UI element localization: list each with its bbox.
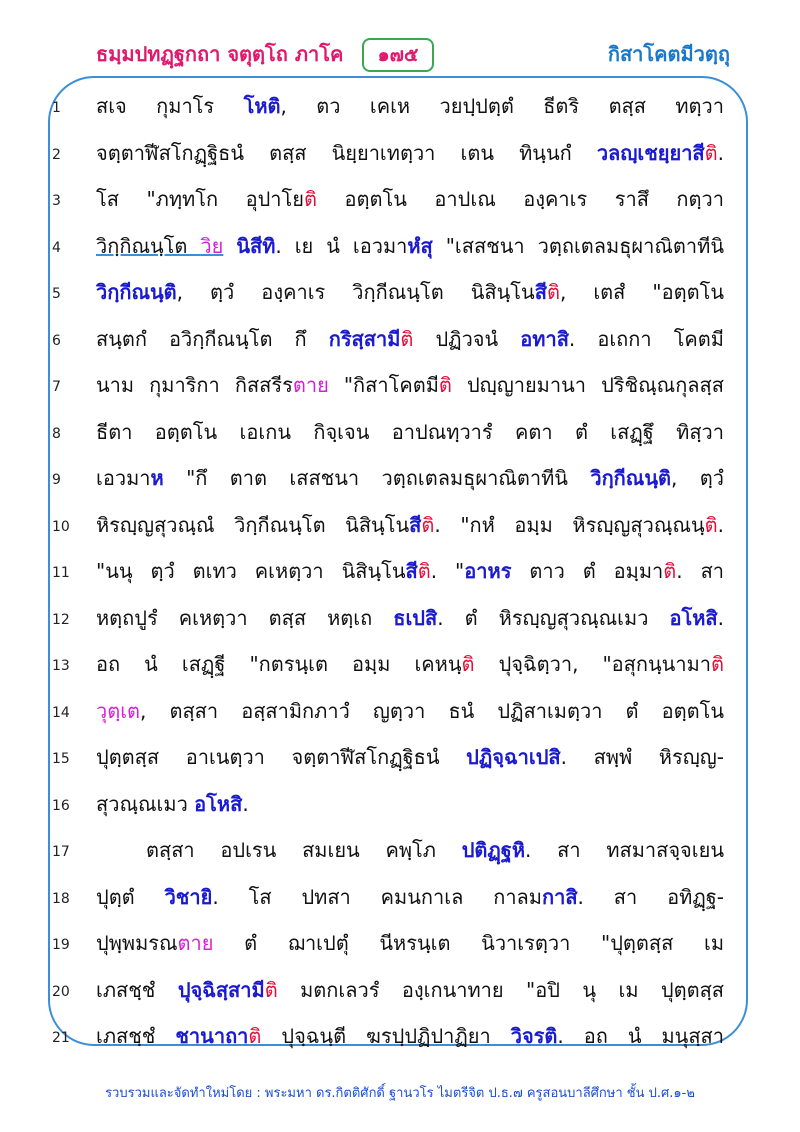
text-segment: อโหสิ (669, 605, 718, 630)
text-segment: เภสชฺชํ (96, 1024, 176, 1048)
line-number: 10 (52, 518, 70, 535)
text-segment: ปุตฺตํ (96, 884, 165, 909)
text-segment (223, 234, 236, 258)
line-number: 15 (52, 751, 70, 767)
text-segment: . (717, 140, 724, 165)
text-line (0, 179, 800, 219)
text-segment: . สพฺพํ หิรญฺญ- (560, 745, 724, 769)
line-number: 5 (52, 286, 61, 302)
text-segment: วิกฺกีณนฺติ (96, 280, 177, 304)
text-line (0, 598, 800, 638)
text-segment: สุวณฺณเมว (96, 791, 195, 816)
line-text (96, 881, 724, 913)
text-segment: วุตฺเต (96, 698, 141, 723)
text-segment: "กิสาโคตมี (328, 373, 439, 397)
line-text (96, 90, 724, 122)
text-segment: . ตํ หิรญฺญสุวณฺณเมว (437, 605, 670, 630)
text-segment: ห (150, 466, 164, 490)
text-segment: สี (405, 559, 418, 583)
line-text (96, 555, 724, 587)
text-segment: ตสฺสา อปเรน สมเยน คพฺโภ (146, 838, 462, 862)
line-number: 4 (52, 239, 61, 256)
line-text (96, 927, 724, 959)
text-segment: อาหร (464, 559, 512, 583)
text-line (0, 644, 800, 684)
text-segment: หิรญฺญสุวณฺณํ วิกฺกีณนฺโต นิสินฺโน (96, 512, 410, 537)
text-segment: ตาว ตํ อมฺมา (511, 559, 664, 583)
text-line (0, 226, 800, 266)
text-segment: กาสิ (542, 884, 578, 909)
line-text (96, 323, 724, 355)
text-segment: . " (430, 559, 465, 583)
line-number: 17 (52, 844, 70, 860)
line-number: 2 (52, 146, 61, 163)
text-segment: ชานาถา (175, 1024, 249, 1048)
text-segment: , ตฺวํ องฺคาเร วิกฺกีณนฺโต นิสินฺโน (176, 280, 535, 304)
text-segment: ธเปสิ (393, 605, 438, 630)
text-segment: ธีตา อตฺตโน เอเกน กิจฺเจน อาปณทฺวารํ คตา ตํ เสฏฺฐึ ทิสฺวา (96, 419, 724, 444)
text-segment: โหติ (243, 94, 281, 118)
line-text (96, 462, 724, 494)
text-segment: ติ (438, 373, 452, 397)
text-segment: นิสีทิ (236, 233, 276, 258)
text-segment: วลญฺเชยฺยาสี (596, 140, 705, 165)
text-segment: . (242, 791, 249, 816)
text-segment: สี (534, 280, 547, 304)
text-segment: อโหสิ (194, 791, 243, 816)
text-segment: "กึ ตาต เสสชนา วตฺถเตลมธุผาณิตาทีนิ (163, 466, 591, 490)
text-line (0, 505, 800, 545)
text-segment: ปญฺญายมานา ปริชิณฺณกุลสฺส (451, 373, 724, 397)
text-segment: ปุจฺฉิสฺสามี (177, 977, 265, 1002)
text-line (0, 691, 800, 731)
line-text (146, 834, 724, 866)
line-text (96, 369, 724, 401)
text-segment: ติ (417, 559, 431, 583)
text-segment: , ตว เคเห วยปฺปตฺตํ ธีตริ ตสฺส ทตฺวา (280, 94, 725, 118)
line-number: 13 (52, 658, 70, 674)
line-text (96, 741, 724, 773)
text-segment: , ตสฺสา อสฺสามิกภาวํ ญตฺวา ธนํ ปฏิสาเมตฺวา ตํ อตฺตโน (140, 698, 724, 723)
text-segment: ติ (248, 1024, 262, 1048)
text-segment: มตกเลวรํ องฺเกนาทาย "อปิ นุ เม ปุตฺตสฺส (277, 977, 725, 1002)
text-segment: . เย นํ เอวมา (275, 233, 408, 258)
text-segment: ปุพฺพมรณ (96, 931, 178, 955)
text-segment: ปติฏฺฐหิ (461, 838, 526, 862)
text-segment: นาม กุมาริกา กิสสรีร (96, 373, 293, 397)
page-number-box: ๑๗๕ (362, 38, 434, 72)
text-segment: สเจ กุมาโร (96, 94, 244, 118)
text-segment: อถ นํ เสฏฺฐี "กตรนฺเต อมฺม เคหนฺ (96, 652, 462, 676)
text-line (0, 86, 800, 126)
text-segment: ปุจฺฉิตฺวา, "อสุกนฺนามา (474, 652, 711, 676)
text-segment: ปฏิจฺฉาเปสิ (466, 745, 561, 769)
text-segment: เภสชฺชํ (96, 977, 178, 1002)
line-text (96, 695, 724, 727)
text-segment: ติ (663, 559, 677, 583)
text-segment: วิย (200, 233, 224, 258)
text-segment: . สา อทิฏฺฐ- (577, 884, 725, 909)
text-line (0, 830, 800, 870)
line-number: 1 (52, 100, 61, 116)
text-segment: , ตฺวํ (671, 466, 724, 490)
line-number: 19 (52, 937, 70, 953)
text-segment: อตฺตโน อาปเณ องฺคาเร ราสึ กตฺวา (316, 187, 724, 211)
text-segment: ปฏิวจนํ (413, 326, 521, 351)
text-segment: กริสฺสามี (328, 326, 401, 351)
text-segment: ติ (711, 652, 724, 676)
text-line (0, 923, 800, 963)
header-left-title: ธมฺมปทฏฺฐกถา จตุตฺโถ ภาโค (96, 42, 344, 66)
line-number: 18 (52, 890, 70, 907)
line-text (96, 416, 724, 448)
text-segment: . (717, 605, 724, 630)
line-text (96, 230, 724, 262)
line-number: 7 (52, 379, 61, 395)
text-line (0, 737, 800, 777)
text-line (0, 551, 800, 591)
text-segment: . อถ นํ มนุสฺสา (557, 1024, 724, 1048)
text-segment: ติ (704, 512, 718, 537)
text-segment: ติ (303, 187, 317, 211)
line-number: 3 (52, 193, 61, 209)
text-segment: . สา ทสมาสจฺจเยน (525, 838, 724, 862)
text-line (0, 412, 800, 452)
text-line (0, 877, 800, 917)
text-segment: . อเถกา โคตมี (568, 326, 724, 351)
text-line (0, 970, 800, 1010)
text-line (0, 272, 800, 312)
line-number: 11 (52, 565, 70, 581)
text-segment: ติ (400, 326, 414, 351)
line-text (96, 788, 724, 820)
text-segment: . (717, 512, 724, 537)
text-segment: ตาย (292, 373, 329, 397)
line-text (96, 648, 724, 680)
line-text (96, 602, 724, 634)
text-line (0, 133, 800, 173)
text-segment: วิจรติ (510, 1024, 558, 1048)
text-segment: เอวมา (96, 466, 151, 490)
line-text (96, 974, 724, 1006)
text-segment: วิกฺกีณนฺติ (590, 466, 672, 490)
line-text (96, 509, 724, 541)
text-segment: . สา (676, 559, 725, 583)
text-segment: . "กหํ อมฺม หิรญฺญสุวณฺณนฺ (434, 512, 705, 537)
text-segment: ติ (704, 140, 718, 165)
text-segment: วิชายิ (164, 884, 213, 909)
text-segment: ตาย (177, 931, 214, 955)
text-segment: ปุตฺตสฺส อาเนตฺวา จตฺตาฬีสโกฏฺฐิธนํ (96, 745, 467, 769)
text-segment: ตํ ฌาเปตุํ นีหรนฺเต นิวาเรตฺวา "ปุตฺตสฺส เม (213, 931, 724, 955)
line-number: 16 (52, 797, 70, 814)
line-number: 6 (52, 332, 61, 349)
text-segment: โส "ภทฺทโก อุปาโย (96, 187, 304, 211)
footer-credit: รวบรวมและจัดทำใหม่โดย : พระมหา ดร.กิตติศักดิ์ ฐานวโร ไมตรีจิต ป.ธ.๗ ครูสอนบาลีศึกษา ชั้น ป.ศ.๑-๒ (105, 1086, 695, 1101)
line-number: 12 (52, 611, 70, 628)
text-segment: "เสสชนา วตฺถเตลมธุผาณิตาทีนิ (432, 233, 725, 258)
line-text (96, 1020, 724, 1052)
text-segment: . โส ปทสา คมนกาเล กาลม (212, 884, 542, 909)
line-text (96, 137, 724, 169)
line-number: 9 (52, 472, 61, 488)
text-line (0, 458, 800, 498)
line-number: 8 (52, 425, 61, 442)
line-number: 21 (52, 1030, 70, 1046)
text-segment: จตฺตาฬีสโกฏฺฐิธนํ ตสฺส นิยฺยาเทตฺวา เตน ทินฺนกํ (96, 140, 597, 165)
line-text (96, 183, 724, 215)
text-segment: หตฺถปูรํ คเหตฺวา ตสฺส หตฺเถ (96, 605, 394, 630)
text-line (0, 784, 800, 824)
text-segment: ติ (461, 652, 475, 676)
text-segment: อทาสิ (520, 326, 569, 351)
text-segment: สนฺตกํ อวิกฺกีณนฺโต กึ (96, 326, 329, 351)
line-text (96, 276, 724, 308)
text-segment: , เตสํ "อตฺตโน (559, 280, 724, 304)
text-segment: ติ (546, 280, 560, 304)
text-segment: ติ (264, 977, 278, 1002)
line-number: 14 (52, 704, 70, 721)
text-line (0, 319, 800, 359)
text-segment: ติ (421, 512, 435, 537)
text-segment: วิกฺกิณนฺโต (96, 233, 201, 258)
header-right-title: กิสาโคตมีวตฺถุ (607, 42, 730, 66)
text-segment: หํสุ (407, 233, 433, 258)
line-number: 20 (52, 983, 70, 1000)
text-line (0, 365, 800, 405)
text-segment: "นนุ ตฺวํ ตเทว คเหตฺวา นิสินฺโน (96, 559, 406, 583)
text-segment: สี (409, 512, 422, 537)
text-segment: ปุจฺฉนฺตี ฆรปฺปฏิปาฏิยา (261, 1024, 511, 1048)
text-line (0, 1016, 800, 1056)
